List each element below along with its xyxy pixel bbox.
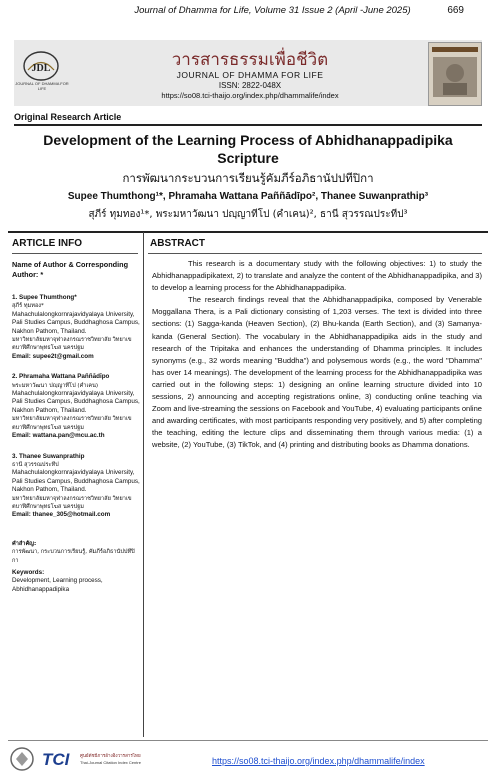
author-email[interactable]: Email: thanee_305@hotmail.com — [12, 511, 111, 519]
footer-divider — [8, 740, 488, 741]
article-info-heading: ARTICLE INFO — [12, 238, 82, 249]
article-type-label: Original Research Article — [14, 112, 122, 122]
divider — [12, 253, 138, 254]
column-divider — [143, 232, 144, 737]
article-title-thai: การพัฒนากระบวนการเรียนรู้คัมภีร์อภิธานัปปทีปิกา — [122, 171, 374, 185]
author-affiliation: Mahachulalongkornrajavidyalaya University, Pali Studies Campus, Buddhaghosa Campus, Nakhon Pathom, Thailand. — [12, 390, 140, 414]
author-name-thai: สุภีร์ ทุมทอง* — [12, 303, 44, 310]
journal-cover-image — [428, 42, 482, 106]
journal-title-thai: วารสารธรรมเพื่อชีวิต — [171, 50, 329, 70]
author-entry — [12, 373, 140, 440]
logo-caption: JOURNAL OF DHAMMA FOR LIFE — [15, 81, 69, 91]
keywords-thai-label: คำสำคัญ: — [12, 540, 37, 547]
author-name: 2. Phramaha Wattana Paññādīpo — [12, 373, 110, 381]
jdl-logo-icon — [22, 50, 60, 82]
divider — [14, 124, 482, 126]
author-name-thai: พระมหาวัฒนา ปญฺญาทีโป (คำเคน) — [12, 382, 99, 389]
divider — [8, 231, 488, 233]
author-affiliation-thai: มหาวิทยาลัยมหาจุฬาลงกรณราชวิทยาลัย วิทยาเขตบาฬีศึกษาพุทธโฆส นครปฐม — [12, 416, 132, 431]
author-email[interactable]: Email: supee2t@gmail.com — [12, 352, 94, 360]
author-name-thai: ธานี สุวรรณประทีป — [12, 461, 59, 468]
abstract-paragraph: The research findings reveal that the Abhidhanappadipika, composed by Venerable Moggallana Thera, is a Pali dictionary consisting of 1,203 verses. The text is divided into three sections: (1) Sagga-kanda (Heaven Section), (2) Bhu-kanda (Earth Section), and (3) Samanya-kanda (General Section). The vocabulary in the Abhidhanappadipika aids in the study and research of the Tripitaka and enhances the understanding of Dhamma principles. It includes synonyms (e.g., 32 words meaning "Buddha") and polysemous words (e.g., the word "Dhamma" has over 14 meanings). The development of the learning process for the Abhidhanappadipika was carried out in the following steps: 1) designing an online learning structure divided into 10 sessions, 2) announcing and accepting registrations online, 3) conducting online teaching via Zoom and live-streaming the sessions on Facebook and YouTube, 4) evaluating participants online and awarding certificates, with most participants responding very positively, and 5) after completing the teaching, editing the lecture clips and disseminating them through various media: (1) a website, (2) YouTube, (3) TikTok, and (4) printing and distributing books as Dhamma donations. — [152, 295, 482, 450]
corresponding-author-label: Name of Author & Corresponding Author: * — [12, 260, 129, 279]
author-affiliation: Mahachulalongkornrajavidyalaya University, Pali Studies Campus, Buddhaghosa Campus, Nakhon Pathom, Thailand. — [12, 310, 140, 335]
running-head: Journal of Dhamma for Life, Volume 31 Issue 2 (April -June 2025) — [134, 5, 411, 16]
author-list-thai: สุภีร์ ทุมทอง¹*, พระมหาวัฒนา ปญฺญาทีโป (คำเคน)², ธานี สุวรรณประทีป³ — [88, 209, 408, 220]
keywords: Development, Learning process, Abhidhanappadipika — [12, 577, 103, 593]
author-entry — [12, 453, 140, 520]
journal-title-english: JOURNAL OF DHAMMA FOR LIFE — [176, 70, 324, 80]
journal-url[interactable]: https://so08.tci-thaijo.org/index.php/dhammalife/index — [161, 91, 339, 100]
article-title: Development of the Learning Process of Abhidhanappadipika Scripture — [43, 132, 453, 166]
tci-caption-english: Thai-Journal Citation Index Centre — [80, 760, 141, 765]
keywords-label: Keywords: — [12, 568, 45, 576]
author-entry — [12, 294, 140, 361]
author-affiliation-thai: มหาวิทยาลัยมหาจุฬาลงกรณราชวิทยาลัย วิทยาเขตบาฬีศึกษาพุทธโฆส นครปฐม — [12, 337, 132, 352]
author-name: 1. Supee Thumthong* — [12, 294, 77, 301]
tci-caption-thai: ศูนย์ดัชนีการอ้างอิงวารสารไทย — [80, 754, 141, 759]
page-number: 669 — [447, 5, 464, 16]
author-affiliation: Mahachulalongkornrajavidyalaya University, Pali Studies Campus, Buddhaghosa Campus, Nakhon Pathom, Thailand. — [12, 469, 140, 494]
cover-illustration — [429, 43, 481, 105]
author-name: 3. Thanee Suwanprathip — [12, 452, 85, 460]
abstract-paragraph: This research is a documentary study with the following objectives: 1) to study the Abhidhanappadipikatext, 2) to translate and analyze the content of the Abhidhanappadipika, and 3) to develop a learning process for the Abhidhanappadipika. — [152, 259, 482, 293]
abstract-body — [152, 258, 482, 452]
abstract-heading: ABSTRACT — [150, 238, 205, 249]
footer-journal-link[interactable]: https://so08.tci-thaijo.org/index.php/dhammalife/index — [212, 756, 425, 766]
keywords-thai: การพัฒนา, กระบวนการเรียนรู้, คัมภีร์อภิธานัปปทีปิกา — [12, 549, 135, 564]
author-list: Supee Thumthong¹*, Phramaha Wattana Paññādīpo², Thanee Suwanprathip³ — [67, 191, 429, 202]
tci-logo-icon — [8, 744, 148, 774]
divider — [148, 253, 482, 254]
tci-logo-text: TCI — [42, 750, 70, 769]
author-email[interactable]: Email: wattana.pan@mcu.ac.th — [12, 432, 105, 440]
journal-issn: ISSN: 2822-048X — [218, 81, 282, 90]
jdl-logo-text: JDL — [31, 63, 51, 74]
article-info-panel — [12, 260, 140, 594]
author-affiliation-thai: มหาวิทยาลัยมหาจุฬาลงกรณราชวิทยาลัย วิทยาเขตบาฬีศึกษาพุทธโฆส นครปฐม — [12, 495, 132, 510]
